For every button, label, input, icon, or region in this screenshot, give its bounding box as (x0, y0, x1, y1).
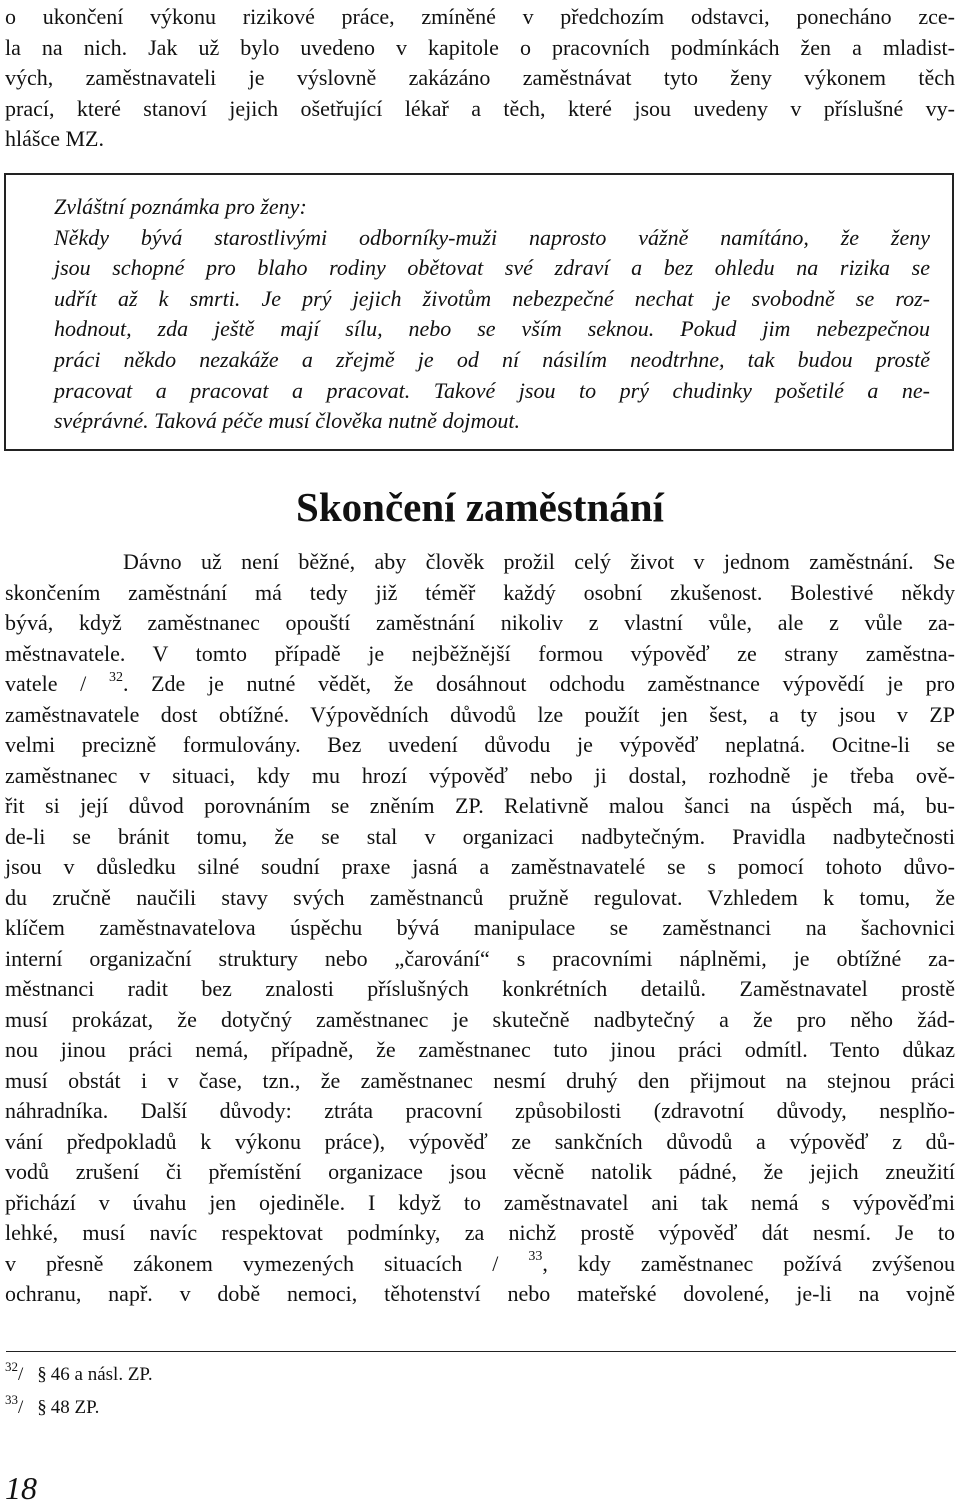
footnote-text: 46 a násl. ZP. (50, 1364, 153, 1385)
text-line: lehké, musí navíc respektovat podmínky, za nichž prostě výpověď dát nesmí. Je to (5, 1220, 955, 1245)
footnote-slash: / (18, 1397, 24, 1418)
note-line: práci někdo nezakáže a zřejmě je od ní násilím neodtrhne, tak budou prostě (54, 346, 930, 372)
footnote-mark: 32 (5, 1358, 18, 1374)
text-fragment: , kdy zaměstnanec požívá zvýšenou (542, 1250, 955, 1276)
text-fragment: v přesně zákonem vymezených situacích / (5, 1250, 529, 1276)
text-line: hlášce MZ. (5, 126, 104, 151)
text-line: zaměstnanec v situaci, kdy mu hrozí výpověď nebo ji dostal, rozhodně je třeba ově- (5, 762, 955, 788)
section-sign: § (37, 1364, 47, 1385)
footnote (5, 1391, 100, 1419)
text-line: jsou v důsledku silné soudní praxe jasná a zaměstnavatelé se s pomocí tohoto důvo- (5, 854, 955, 879)
footnote-mark: 33 (5, 1391, 18, 1407)
text-line: velmi precizně formulovány. Bez uvedení důvodu je výpověď neplatná. Ocitne-li se (5, 732, 955, 757)
text-line: musí obstát i v čase, tzn., že zaměstnanec nesmí druhý den přijmout na stejnou práci (5, 1067, 955, 1093)
text-line: de-li se bránit tomu, že se stal v organizaci nadbytečným. Pravidla nadbytečnosti (5, 823, 955, 849)
text-fragment: vatele / (5, 671, 109, 696)
page-number: 18 (5, 1470, 37, 1506)
note-line: svéprávné. Taková péče musí člověka nutně dojmout. (54, 408, 520, 434)
text-line: bývá, když zaměstnanec opouští zaměstnání nikoliv z vlastní vůle, ale z vůle za- (5, 610, 955, 635)
text-line: musí prokázat, že dotyčný zaměstnanec je skutečně nadbytečný a že pro něho žád- (5, 1006, 955, 1032)
text-line: ochranu, např. v době nemoci, těhotenství nebo mateřské dovolené, je-li na vojně (5, 1281, 955, 1306)
footnote-divider (6, 1351, 956, 1352)
note-line: jsou schopné pro blaho rodiny obětovat své zdraví a bez ohledu na rizika se (54, 255, 930, 281)
footnote-slash: / (18, 1364, 24, 1385)
text-line: klíčem zaměstnavatelova úspěchu bývá manipulace se zaměstnanci na šachovnici (5, 915, 955, 940)
text-line: nou jinou práci nemá, případně, že zaměstnanec tuto jinou práci odmítl. Tento důkaz (5, 1037, 955, 1062)
text-line: du zručně naučili stavy svých zaměstnanců pružně regulovat. Vzhledem k tomu, že (5, 884, 955, 910)
text-line (5, 1249, 955, 1280)
note-line: Někdy bývá starostlivými odborníky-muži naprosto vážně namítáno, že ženy (54, 224, 930, 250)
section-heading: Skončení zaměstnání (296, 484, 664, 530)
note-line: udřít až k smrti. Je prý jejich životům nebezpečné nechat je svobodně se roz- (54, 285, 930, 311)
text-line: vých, zaměstnavateli je výslovně zakázáno zaměstnávat tyto ženy výkonem těch (5, 65, 955, 90)
text-line: přichází v úvahu jen ojediněle. I když to zaměstnavatel ani tak nemá s výpověďmi (5, 1189, 955, 1215)
intro-paragraph (5, 2, 955, 155)
text-line: městnavatele. V tomto případě je nejběžnější formou výpověď ze strany zaměstna- (5, 640, 955, 666)
text-line: městnanci radit bez znalosti příslušných konkrétních detailů. Zaměstnavatel prostě (5, 976, 955, 1001)
note-text (54, 192, 930, 437)
footnote (5, 1358, 153, 1386)
text-line: náhradníka. Další důvody: ztráta pracovní způsobilosti (zdravotní důvody, nesplňo- (5, 1098, 955, 1123)
text-line: vodů zrušení či přemístění organizace jsou věcně natolik pádné, že jejich zneužití (5, 1159, 955, 1184)
note-box (4, 173, 954, 451)
text-line: skončením zaměstnání má tedy již téměř každý osobní zkušenost. Bolestivé někdy (5, 579, 955, 605)
footnote-text: 48 ZP. (50, 1397, 100, 1418)
text-fragment: . Zde je nutné vědět, že dosáhnout odchodu zaměstnance výpovědí je pro (122, 671, 955, 696)
text-line: řit si její důvod porovnáním se zněním ZP. Relativně malou šanci na úspěch má, bu- (5, 793, 955, 818)
section-sign: § (37, 1397, 47, 1418)
text-line: o ukončení výkonu rizikové práce, zmíněné v předchozím odstavci, ponecháno zce- (5, 4, 955, 29)
footnote-reference: 33 (528, 1249, 543, 1265)
note-line: hodnout, zda ještě mají sílu, nebo se vším seknou. Pokud jim nebezpečnou (54, 316, 930, 342)
text-line: Dávno už není běžné, aby člověk prožil celý život v jednom zaměstnání. Se (123, 549, 955, 574)
note-title: Zvláštní poznámka pro ženy: (54, 194, 307, 219)
text-line (5, 669, 955, 700)
text-line: interní organizační struktury nebo „čarování“ s pracovními náplněmi, je obtížné za- (5, 945, 955, 971)
text-line: vání předpokladů k výkonu práce), výpověď ze sankčních důvodů a výpověď z dů- (5, 1128, 955, 1154)
text-line: prací, které stanoví jejich ošetřující lékař a těch, které jsou uvedeny v příslušné vy- (5, 95, 955, 121)
note-line: pracovat a pracovat a pracovat. Takové jsou to prý chudinky pošetilé a ne- (54, 377, 930, 403)
text-line: la na nich. Jak už bylo uvedeno v kapitole o pracovních podmínkách žen a mladist- (5, 34, 955, 60)
text-line: zaměstnavatele dost obtížné. Výpovědních důvodů lze použít jen šest, a ty jsou v ZP (5, 701, 955, 727)
footnote-reference: 32 (108, 669, 123, 685)
body-paragraph (5, 547, 955, 1310)
